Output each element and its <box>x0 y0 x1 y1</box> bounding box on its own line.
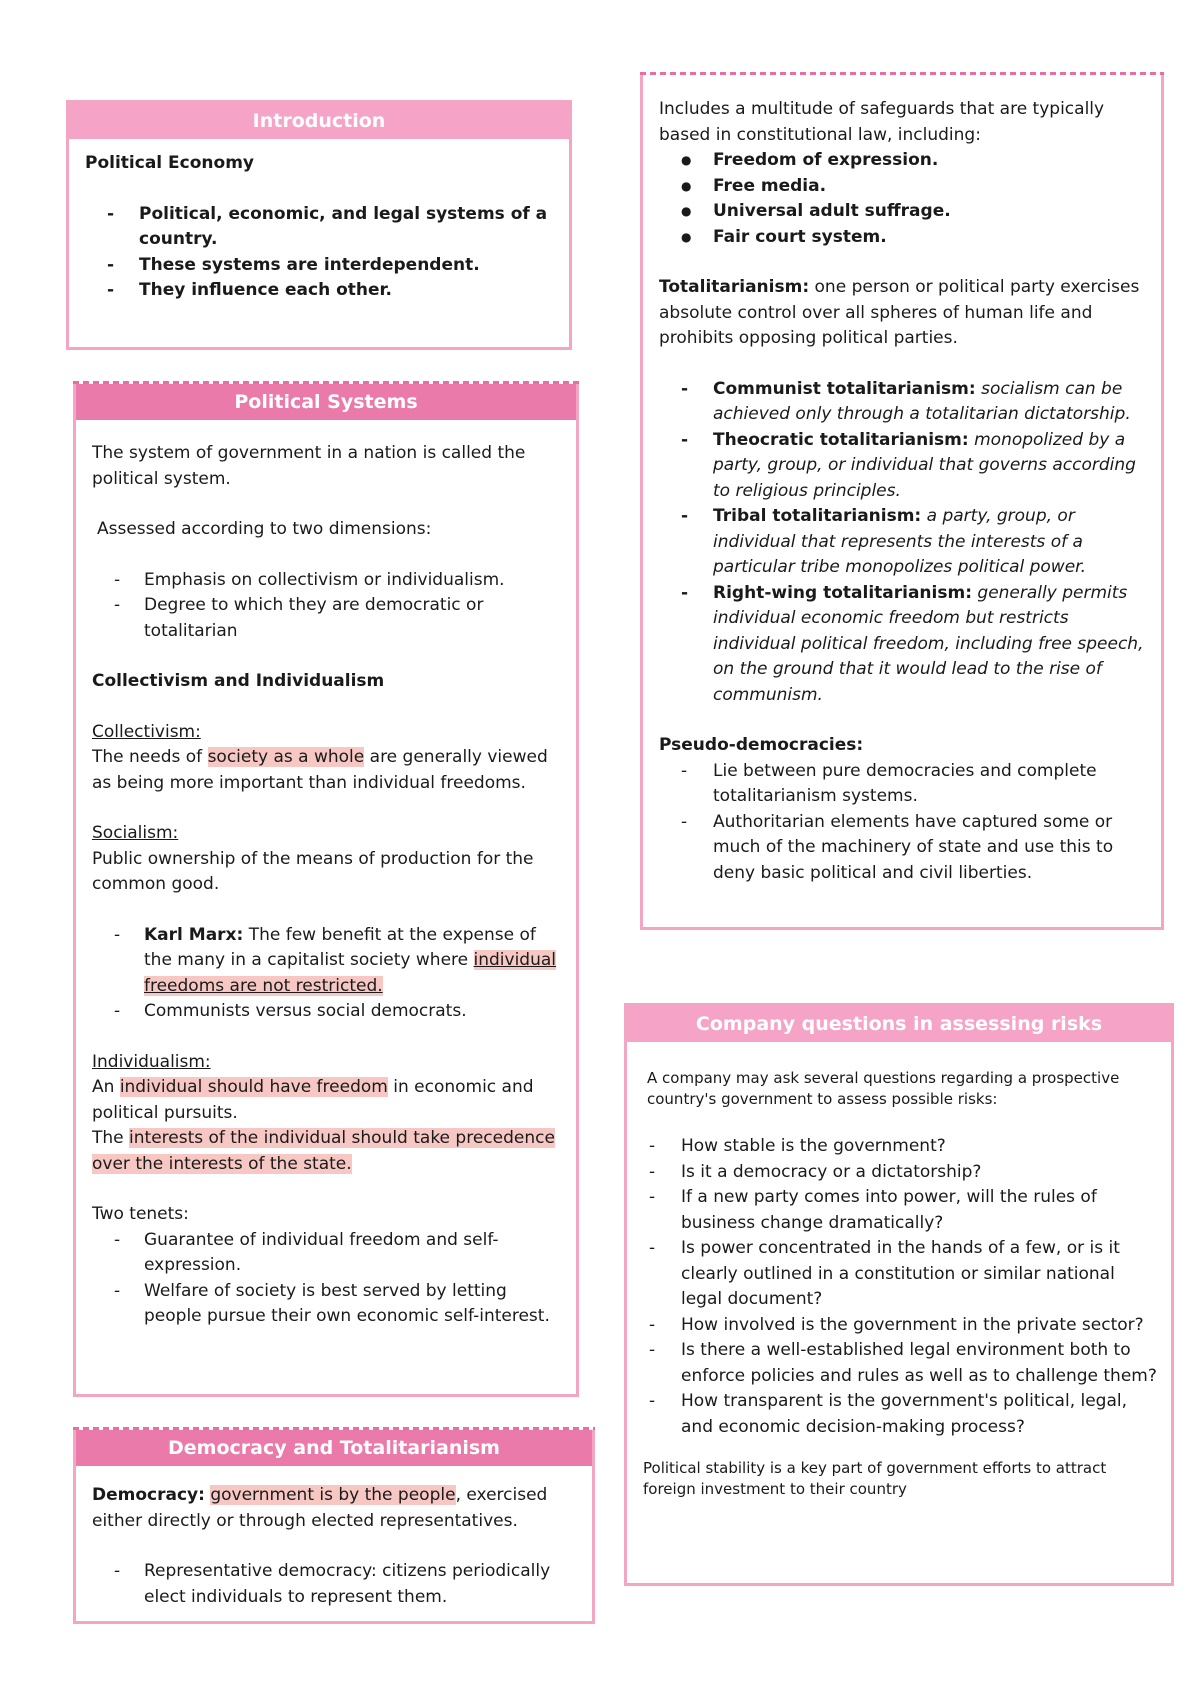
highlight: society as a whole <box>207 747 365 767</box>
totalitarianism-types <box>659 377 1147 709</box>
type-text: generally permits individual economic freedom but restricts individual political freedom, including free speech, on the ground that it would lead to the rise of communism. <box>713 582 1144 705</box>
totalitarianism-definition <box>659 275 1147 352</box>
list-item <box>659 581 1147 709</box>
list-item: - Emphasis on collectivism or individualism. <box>92 568 562 594</box>
list-item: - Political, economic, and legal systems of a country. <box>85 202 555 253</box>
list-item: - Is it a democracy or a dictatorship? <box>627 1160 1157 1186</box>
political-economy-title: Political Economy <box>85 153 254 173</box>
introduction-header: Introduction <box>69 103 569 139</box>
list-item: - Lie between pure democracies and complete totalitarianism systems. <box>659 759 1147 810</box>
type-text: a party, group, or individual that represents the interests of a particular tribe monopolizes political power. <box>713 506 1086 577</box>
democracy-body <box>92 1483 578 1610</box>
type-label: Tribal totalitarianism: <box>713 506 922 526</box>
highlight: individual should have freedom <box>119 1077 388 1097</box>
list-item: - Is there a well-established legal environment both to enforce policies and rules as well as to challenge them? <box>627 1338 1157 1389</box>
dimensions-intro: Assessed according to two dimensions: <box>97 519 432 539</box>
democracy-header: Democracy and Totalitarianism <box>76 1430 592 1466</box>
text-span: An <box>92 1077 120 1097</box>
text-span: The <box>92 1128 130 1148</box>
highlight: interests of the individual should take precedence over the interests of the state. <box>92 1128 555 1174</box>
dimensions-list <box>92 568 562 645</box>
company-questions-body <box>639 1068 1157 1500</box>
tenets-heading: Two tenets: <box>92 1204 189 1224</box>
company-questions-header: Company questions in assessing risks <box>627 1006 1171 1042</box>
list-item: - Guarantee of individual freedom and self-expression. <box>92 1228 562 1279</box>
totalitarianism-label: Totalitarianism: <box>659 277 810 297</box>
text-span: The needs of <box>92 747 208 767</box>
political-systems-header: Political Systems <box>76 384 576 420</box>
democracy-definition <box>92 1483 578 1534</box>
list-item: - How stable is the government? <box>627 1134 1157 1160</box>
tenets-list <box>92 1228 562 1330</box>
karl-marx-label: Karl Marx: <box>144 924 244 945</box>
list-item <box>659 504 1147 581</box>
collectivism-label: Collectivism: <box>92 721 201 742</box>
collectivism-text <box>92 745 562 796</box>
type-text: monopolized by a party, group, or individual that governs according to religious principles. <box>713 429 1136 501</box>
political-systems-card <box>73 381 579 1397</box>
list-item <box>659 428 1147 505</box>
pseudo-democracies-list <box>659 759 1147 887</box>
individualism-text-2 <box>92 1126 562 1177</box>
pseudo-democracies-heading: Pseudo-democracies: <box>659 735 864 755</box>
individualism-text-1 <box>92 1075 562 1126</box>
questions-list <box>627 1134 1157 1440</box>
questions-closing: Political stability is a key part of government efforts to attract foreign investment to their country <box>643 1459 1107 1498</box>
political-systems-body <box>92 441 562 1330</box>
totalitarianism-body <box>659 97 1147 886</box>
democracy-label: Democracy: <box>92 1485 205 1505</box>
socialism-list <box>92 923 562 1025</box>
democracy-card <box>73 1427 595 1624</box>
totalitarianism-card <box>640 72 1164 930</box>
list-item: - Welfare of society is best served by letting people pursue their own economic self-interest. <box>92 1279 562 1330</box>
political-system-definition: The system of government in a nation is called the political system. <box>92 443 526 489</box>
type-label: Communist totalitarianism: <box>713 378 976 399</box>
individualism-label: Individualism: <box>92 1051 211 1072</box>
list-item <box>92 923 562 1000</box>
type-label: Right-wing totalitarianism: <box>713 582 972 603</box>
list-item: - How transparent is the government's political, legal, and economic decision-making process? <box>627 1389 1157 1440</box>
type-label: Theocratic totalitarianism: <box>713 429 969 450</box>
socialism-label: Socialism: <box>92 823 179 843</box>
list-item: - They influence each other. <box>85 278 555 304</box>
list-item: - Is power concentrated in the hands of a few, or is it clearly outlined in a constitution or similar national legal document? <box>627 1236 1157 1313</box>
list-item: - These systems are interdependent. <box>85 253 555 279</box>
list-item: ● Universal adult suffrage. <box>659 199 1147 225</box>
text-span: in economic and political pursuits. <box>92 1077 534 1123</box>
list-item: ● Freedom of expression. <box>659 148 1147 174</box>
safeguards-list <box>659 148 1147 250</box>
text-span: The few benefit at the expense of the many in a capitalist society where <box>144 924 536 970</box>
socialism-text: Public ownership of the means of production for the common good. <box>92 848 534 894</box>
highlight: individual freedoms are not restricted. <box>144 950 557 996</box>
democracy-list <box>92 1559 578 1610</box>
list-item: - Communists versus social democrats. <box>92 999 562 1025</box>
highlight: government is by the people <box>210 1485 456 1505</box>
text-span: are generally viewed as being more important than individual freedoms. <box>92 747 548 793</box>
company-questions-card <box>624 1003 1174 1586</box>
list-item: - Representative democracy: citizens periodically elect individuals to represent them. <box>92 1559 578 1610</box>
text-span: one person or political party exercises absolute control over all spheres of human life and prohibits opposing political parties. <box>659 277 1140 348</box>
introduction-card <box>66 100 572 350</box>
list-item: - Degree to which they are democratic or totalitarian <box>92 593 562 644</box>
type-text: socialism can be achieved only through a totalitarian dictatorship. <box>713 378 1131 424</box>
list-item: - Authoritarian elements have captured some or much of the machinery of state and use this to deny basic political and civil liberties. <box>659 810 1147 887</box>
collectivism-individualism-heading: Collectivism and Individualism <box>92 671 385 691</box>
questions-intro: A company may ask several questions regarding a prospective country's government to assess possible risks: <box>647 1069 1120 1108</box>
list-item: - If a new party comes into power, will the rules of business change dramatically? <box>627 1185 1157 1236</box>
text-span: , exercised either directly or through elected representatives. <box>92 1485 548 1531</box>
safeguards-intro: Includes a multitude of safeguards that are typically based in constitutional law, including: <box>659 99 1105 145</box>
list-item <box>659 377 1147 428</box>
introduction-list <box>85 202 555 304</box>
list-item: ● Fair court system. <box>659 225 1147 251</box>
list-item: - How involved is the government in the private sector? <box>627 1313 1157 1339</box>
list-item: ● Free media. <box>659 174 1147 200</box>
introduction-body <box>85 151 555 304</box>
